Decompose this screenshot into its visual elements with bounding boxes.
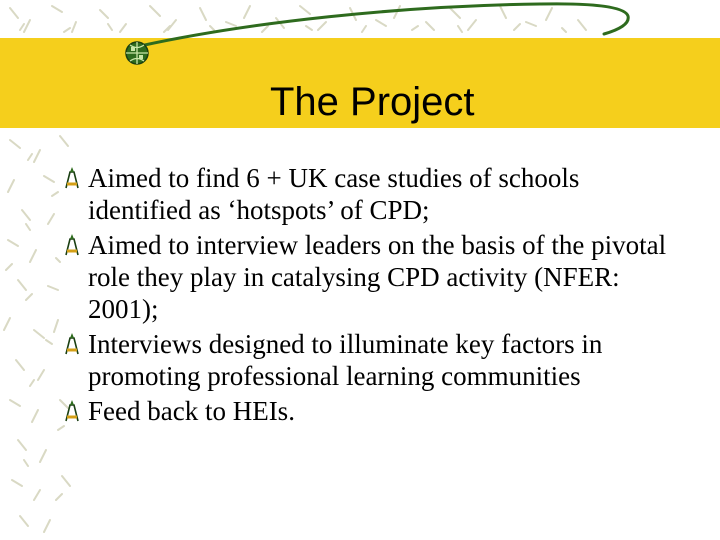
pencil-bullet-icon: [62, 166, 82, 190]
bullet-item: [62, 229, 682, 325]
bullet-item: [62, 328, 682, 392]
bullet-list: [62, 162, 682, 430]
pencil-bullet-icon: [62, 332, 82, 356]
slide-title: The Project: [270, 80, 475, 124]
bullet-item: [62, 162, 682, 226]
bullet-item: [62, 395, 682, 427]
pencil-bullet-icon: [62, 399, 82, 423]
decorative-swoosh: [0, 0, 720, 60]
bullet-text: Aimed to interview leaders on the basis of the pivotal role they play in catalysing CPD activity (NFER: 2001);: [88, 230, 667, 324]
bullet-text: Interviews designed to illuminate key factors in promoting professional learning communities: [88, 329, 603, 391]
globe-icon: [124, 40, 150, 66]
bullet-text: Aimed to find 6 + UK case studies of schools identified as ‘hotspots’ of CPD;: [88, 163, 580, 225]
bullet-text: Feed back to HEIs.: [88, 396, 295, 426]
pencil-bullet-icon: [62, 233, 82, 257]
